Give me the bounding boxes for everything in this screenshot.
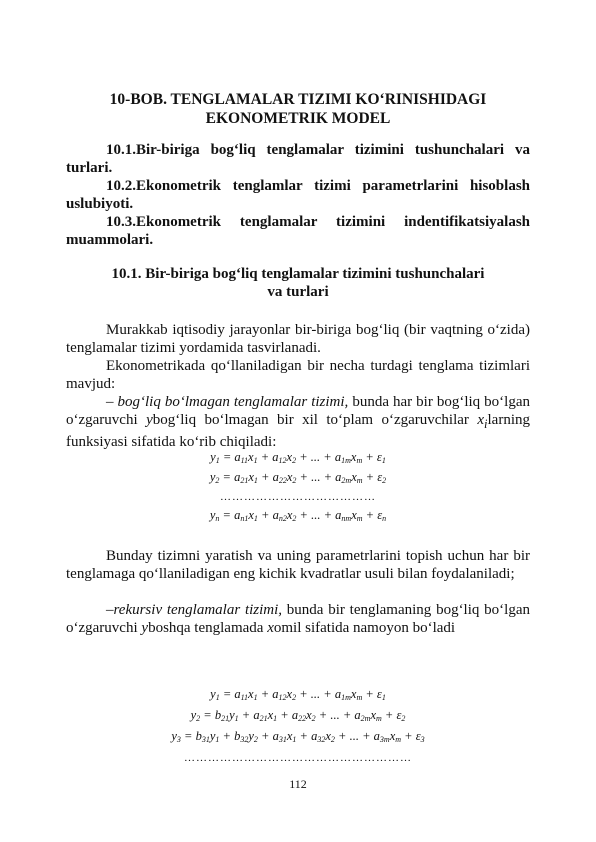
- toc-item-1: 10.1.Bir-biriga bog‘liq tenglamalar tizimini tushunchalari va turlari.: [66, 142, 530, 176]
- var-x-subscript: i: [484, 417, 488, 431]
- paragraph-3-text-c: larning funksiyasi sifatida ko‘rib chiqiladi:: [66, 412, 530, 450]
- paragraph-2: Ekonometrikada qo‘llaniladigan bir necha turdagi tenglama tizimlari mavjud:: [66, 358, 530, 392]
- equation-rec-y2: $y_2 = b_{21}y_1 + a_{21}x_1 + a_{22}x_2$ + ... + $a_{2m}x_m + \varepsilon_2$: [190, 708, 406, 723]
- paragraph-5-text-a: bunda bir tenglamaning bog‘liq bo‘lgan o‘zgaruvchi: [66, 602, 530, 636]
- section-title-line1: 10.1. Bir-biriga bog‘liq tenglamalar tizimini tushunchalari: [111, 266, 485, 282]
- var-y-2: y: [141, 620, 149, 636]
- paragraph-5-text-c: omil sifatida namoyon bo‘ladi: [273, 620, 456, 636]
- var-x: x: [477, 412, 485, 428]
- equation-y1: $y_1 = a_{11}x_1 + a_{12}x_2$ + ... + $a_{1m}x_m + \varepsilon_1$: [210, 450, 386, 465]
- chapter-title: [60, 90, 536, 128]
- var-x-2: x: [267, 620, 274, 636]
- chapter-title-line2: EKONOMETRIK MODEL: [205, 110, 391, 127]
- equation-rec-y3: $y_3 = b_{31}y_1 + b_{32}y_2 + a_{31}x_1 + a_{32}x_2$ + ... + $a_{3m}x_m + \varepsilon_3$: [171, 729, 425, 744]
- paragraph-1: Murakkab iqtisodiy jarayonlar bir-biriga bog‘liq (bir vaqtning o‘zida) tenglamalar tizimi yordamida tasvirlanadi.: [66, 322, 530, 356]
- chapter-title-line1: 10-BOB. TENGLAMALAR TIZIMI KO‘RINISHIDAGI: [109, 91, 487, 108]
- paragraph-4: Bunday tizimni yaratish va uning parametrlarini topish uchun har bir tenglamaga qo‘llaniladigan eng kichik kvadratlar usuli bilan foydalaniladi;: [66, 548, 530, 582]
- toc-item-3: 10.3.Ekonometrik tenglamalar tizimini indentifikatsiyalash muammolari.: [66, 214, 530, 248]
- paragraph-5-text-b: boshqa tenglamada: [148, 620, 268, 636]
- equation-ellipsis-2: …………………………………………………: [184, 752, 412, 764]
- equation-ellipsis-1: …………………………………: [220, 491, 376, 503]
- section-title: [60, 265, 536, 301]
- section-title-line2: va turlari: [267, 284, 329, 300]
- equation-yn: $y_n = a_{n1}x_1 + a_{n2}x_2$ + ... + $a_{nm}x_m + \varepsilon_n$: [209, 508, 387, 523]
- paragraph-5: [66, 601, 530, 637]
- paragraph-3-text-b: bog‘liq bo‘lmagan bir xil to‘plam o‘zgaruvchilar: [152, 412, 478, 428]
- term-recursive-system: –rekursiv tenglamalar tizimi,: [106, 602, 283, 618]
- var-y: y: [146, 412, 153, 428]
- term-independent-system: – bog‘liq bo‘lmagan tenglamalar tizimi,: [106, 394, 349, 410]
- toc-item-2: 10.2.Ekonometrik tenglamlar tizimi parametrlarini hisoblash uslubiyoti.: [66, 178, 530, 212]
- paragraph-3: [66, 393, 530, 451]
- equation-rec-y1: $y_1 = a_{11}x_1 + a_{12}x_2$ + ... + $a_{1m}x_m + \varepsilon_1$: [210, 687, 386, 702]
- page-number: 112: [289, 777, 307, 791]
- paragraph-3-text-a: bunda har bir bog‘liq bo‘lgan o‘zgaruvchi: [66, 394, 531, 428]
- equation-y2: $y_2 = a_{21}x_1 + a_{22}x_2$ + ... + $a_{2m}x_m + \varepsilon_2$: [209, 470, 387, 485]
